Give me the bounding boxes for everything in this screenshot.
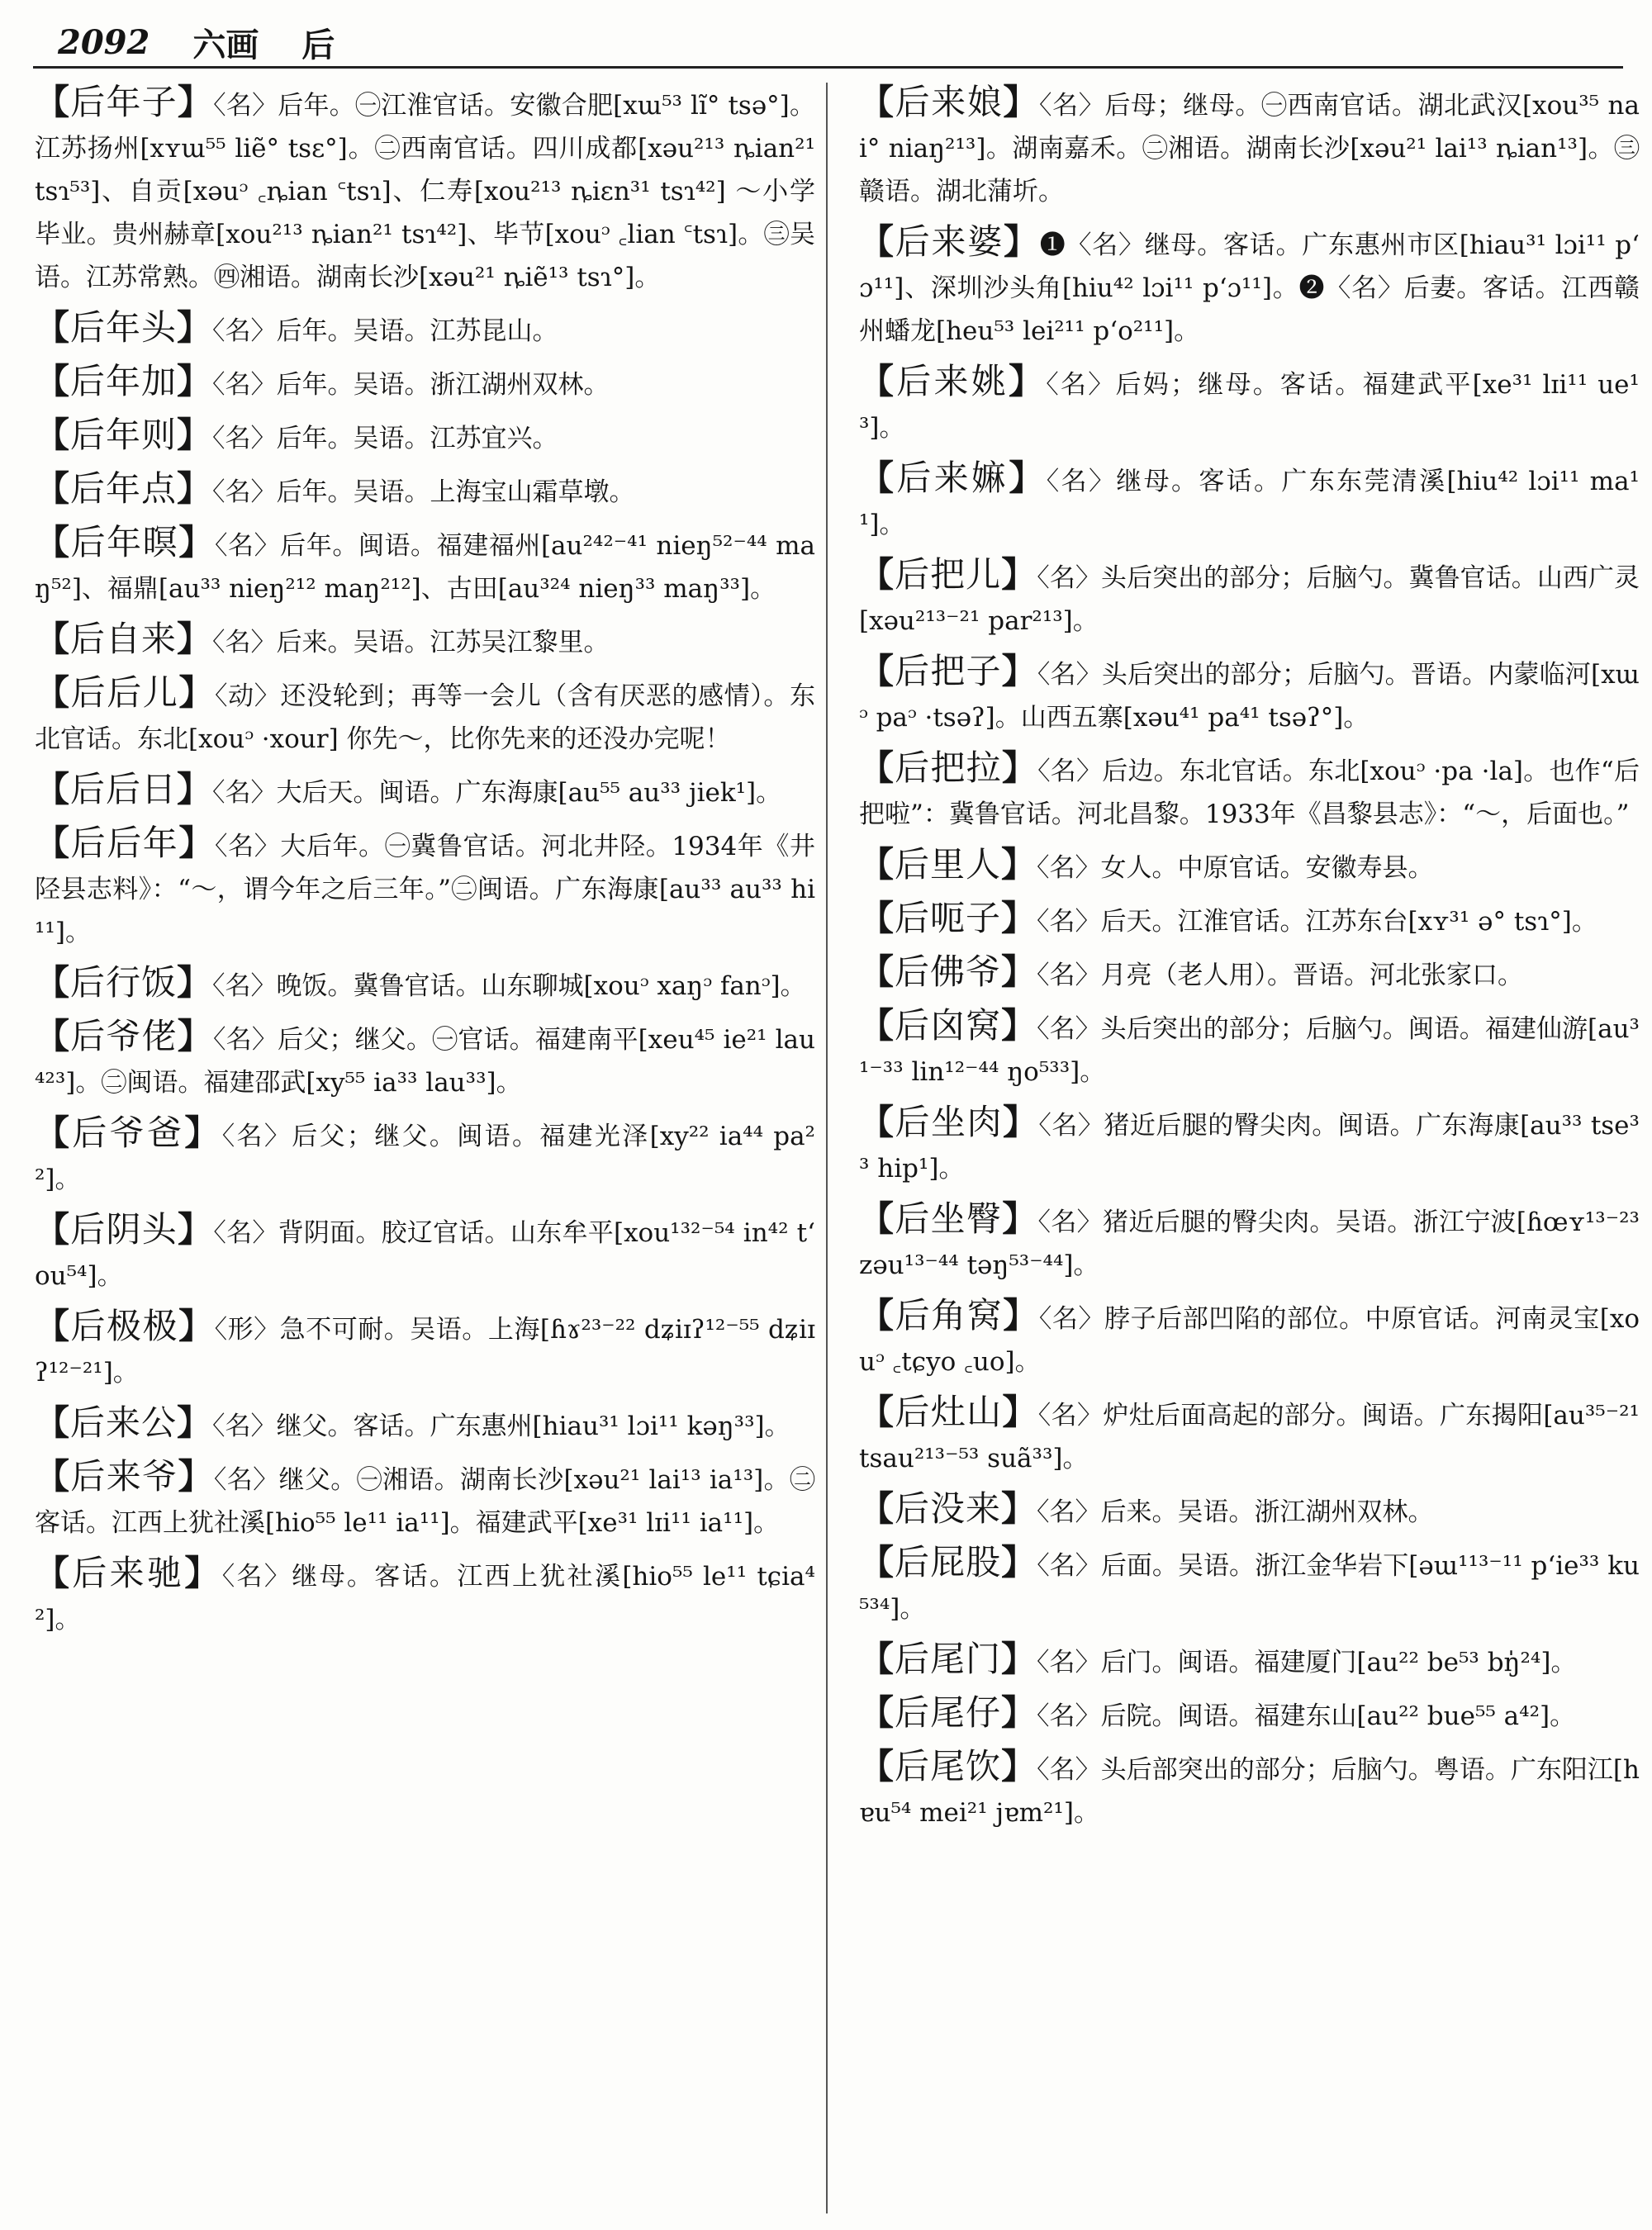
dictionary-entry — [35, 1208, 815, 1298]
entry-headword: 【后年子】 — [35, 82, 214, 122]
entry-definition: 〈名〉女人。中原官话。安徽寿县。 — [1037, 853, 1434, 883]
dictionary-entry — [859, 1198, 1640, 1287]
entry-headword: 【后年头】 — [35, 307, 213, 348]
entry-headword: 【后来娘】 — [859, 82, 1040, 122]
entry-headword: 【后灶山】 — [859, 1392, 1038, 1432]
section-label: 六画 — [192, 25, 259, 64]
entry-headword: 【后把子】 — [859, 651, 1037, 691]
dictionary-entry — [859, 1487, 1640, 1534]
entry-definition: 〈名〉后父；继父。闽语。福建光泽[xy²² ia⁴⁴ pa²²]。 — [35, 1122, 815, 1194]
dictionary-entry — [859, 1745, 1640, 1834]
dictionary-entry — [35, 1015, 815, 1104]
dictionary-entry — [35, 768, 815, 814]
entry-headword: 【后屁股】 — [859, 1542, 1037, 1582]
entry-headword: 【后来婆】 — [859, 221, 1040, 262]
entry-definition: 〈名〉继母。客话。广东东莞清溪[hiu⁴² lɔi¹¹ ma¹¹]。 — [859, 467, 1640, 539]
entry-definition: 〈名〉头后突出的部分；后脑勺。冀鲁官话。山西广灵[xəu²¹³⁻²¹ par²¹³]。 — [859, 563, 1640, 636]
entry-definition: 〈名〉后年。吴语。上海宝山霜草墩。 — [212, 477, 635, 507]
entry-definition: 〈名〉头后部突出的部分；后脑勺。粤语。广东阳江[hɐu⁵⁴ mei²¹ jɐm²¹]。 — [859, 1755, 1640, 1828]
column-divider — [826, 83, 828, 2213]
entry-headword: 【后角窝】 — [859, 1295, 1039, 1336]
entry-headword: 【后佛爷】 — [859, 951, 1037, 992]
entry-definition: 〈名〉大后天。闽语。广东海康[au⁵⁵ au³³ jiek¹]。 — [212, 778, 782, 808]
entry-headword: 【后坐臀】 — [859, 1198, 1038, 1239]
entry-definition: 〈名〉后院。闽语。福建东山[au²² bue⁵⁵ a⁴²]。 — [1037, 1701, 1576, 1731]
dictionary-entry — [35, 467, 815, 514]
entry-definition: 〈名〉大后年。㊀冀鲁官话。河北井陉。1934年《井陉县志料》：“～，谓今年之后三年。”㊁闽语。广东海康[au³³ au³³ hi¹¹]。 — [35, 832, 815, 947]
entry-headword: 【后爷爸】 — [35, 1113, 222, 1153]
entry-definition: 〈名〉后父；继父。㊀官话。福建南平[xeu⁴⁵ ie²¹ lau⁴²³]。㊁闽语。福建邵武[xy⁵⁵ ia³³ lau³³]。 — [35, 1025, 815, 1098]
entry-headword: 【后行饭】 — [35, 962, 213, 1003]
entry-definition: 〈名〉头后突出的部分；后脑勺。闽语。福建仙游[au³¹⁻³³ lin¹²⁻⁴⁴ ŋo⁵³³]。 — [859, 1014, 1640, 1087]
dictionary-entry — [859, 1691, 1640, 1738]
dictionary-entry — [35, 81, 815, 299]
entry-definition: 〈名〉继父。㊀湘语。湖南长沙[xəu²¹ lai¹³ ia¹³]。㊁客话。江西上犹社溪[hio⁵⁵ le¹¹ ia¹¹]。福建武平[xe³¹ lɪi¹¹ ia¹¹]。 — [35, 1465, 815, 1538]
entry-definition: 〈形〉急不可耐。吴语。上海[ɦɤ²³⁻²² dʑiɪʔ¹²⁻⁵⁵ dʑiɪʔ¹²⁻²¹]。 — [35, 1315, 815, 1388]
entry-headword: 【后爷佬】 — [35, 1016, 213, 1056]
dictionary-entry — [859, 221, 1640, 353]
dictionary-entry — [35, 1402, 815, 1448]
entry-headword: 【后阴头】 — [35, 1209, 214, 1250]
entry-headword: 【后把拉】 — [859, 747, 1038, 788]
entry-headword: 【后自来】 — [35, 619, 213, 659]
dictionary-entry — [859, 951, 1640, 997]
dictionary-entry — [859, 897, 1640, 943]
entry-definition: 〈名〉后年。吴语。江苏昆山。 — [212, 316, 558, 346]
entry-definition: 〈动〉还没轮到；再等一会儿（含有厌恶的感情）。东北官话。东北[xouᵓ ·xour] 你先～，比你先来的还没办完呢！ — [35, 681, 815, 754]
dictionary-entry — [859, 81, 1640, 213]
entry-headword: 【后来爷】 — [35, 1456, 214, 1497]
entry-headword: 【后年点】 — [35, 468, 213, 509]
page-header — [58, 15, 1627, 69]
entry-headword: 【后里人】 — [859, 844, 1037, 885]
dictionary-entry — [35, 822, 815, 954]
dictionary-entry — [859, 1004, 1640, 1094]
entry-definition: 〈名〉继母。客话。江西上犹社溪[hio⁵⁵ le¹¹ tɕia⁴²]。 — [35, 1562, 815, 1635]
entry-definition: 〈名〉后妈；继母。客话。福建武平[xe³¹ lɪi¹¹ ue¹³]。 — [859, 370, 1640, 443]
header-character: 后 — [301, 25, 335, 64]
entry-definition: 〈名〉后来。吴语。浙江湖州双林。 — [1037, 1497, 1434, 1527]
entry-headword: 【后尾饮】 — [859, 1746, 1037, 1786]
entry-headword: 【后尾门】 — [859, 1639, 1037, 1679]
entry-definition: 〈名〉后门。闽语。福建厦门[au²² be⁵³ bŋ̍²⁴]。 — [1037, 1648, 1577, 1677]
entry-headword: 【后年暝】 — [35, 522, 215, 562]
dictionary-entry — [859, 457, 1640, 546]
dictionary-entry — [859, 1101, 1640, 1190]
page-number: 2092 — [58, 22, 150, 62]
entry-definition: 〈名〉后年。吴语。江苏宜兴。 — [212, 424, 558, 453]
entry-definition: 〈名〉后天。江淮官话。江苏东台[xʏ³¹ ə° tsɿ°]。 — [1037, 907, 1597, 937]
dictionary-entry — [35, 961, 815, 1008]
entry-headword: 【后后年】 — [35, 823, 216, 863]
dictionary-entry — [859, 553, 1640, 643]
entry-headword: 【后来驰】 — [35, 1553, 222, 1593]
left-column — [35, 81, 815, 1649]
entry-headword: 【后极极】 — [35, 1306, 215, 1346]
entry-definition: 〈名〉脖子后部凹陷的部位。中原官话。河南灵宝[xouᵓ ꜀tɕyo ꜀uo]。 — [859, 1304, 1640, 1377]
dictionary-entry — [35, 1305, 815, 1394]
dictionary-entry — [859, 843, 1640, 890]
entry-headword: 【后后日】 — [35, 769, 213, 809]
entry-headword: 【后来嫲】 — [859, 458, 1047, 498]
entry-definition: 〈名〉猪近后腿的臀尖肉。吴语。浙江宁波[ɦœʏ¹³⁻²³ zəu¹³⁻⁴⁴ təŋ⁵³⁻⁴⁴]。 — [859, 1208, 1640, 1280]
entry-headword: 【后年则】 — [35, 415, 213, 455]
dictionary-entry — [35, 306, 815, 353]
entry-definition: 〈名〉后年。㊀江淮官话。安徽合肥[xɯ⁵³ lĩ° tsə°]。江苏扬州[xʏɯ⁵⁵ liẽ° tsɛ°]。㊁西南官话。四川成都[xəu²¹³ ȵian²¹ tsɿ⁵³]、自贡[xəuᵓ ꜀ȵian ꜂tsɿ]、仁寿[xou²¹³ ȵiɛn³¹ tsɿ⁴²] ～小学毕业。贵州赫章[xou²¹³ ȵian²¹ tsɿ⁴²]、毕节[xouᵓ ꜀lian ꜂tsɿ]。㊂吴语。江苏常熟。㊃湘语。湖南长沙[xəu²¹ ȵiẽ¹³ tsɿ°]。 — [35, 91, 815, 292]
entry-definition: 〈名〉继父。客话。广东惠州[hiau³¹ lɔi¹¹ kəŋ³³]。 — [212, 1412, 790, 1441]
entry-headword: 【后来公】 — [35, 1402, 213, 1443]
dictionary-entry — [35, 618, 815, 664]
entry-definition: 〈名〉后边。东北官话。东北[xouᵓ ·pa ·la]。也作“后把啦”：冀鲁官话。河北昌黎。1933年《昌黎县志》：“～，后面也。” — [859, 757, 1640, 829]
entry-definition: 〈名〉后年。闽语。福建福州[au²⁴²⁻⁴¹ nieŋ⁵²⁻⁴⁴ maŋ⁵²]、福鼎[au³³ nieŋ²¹² maŋ²¹²]、古田[au³²⁴ nieŋ³³ maŋ³³]。 — [35, 531, 815, 604]
right-column — [859, 81, 1640, 1842]
entry-headword: 【后囟窝】 — [859, 1005, 1037, 1046]
entry-definition: 〈名〉炉灶后面高起的部分。闽语。广东揭阳[au³⁵⁻²¹ tsau²¹³⁻⁵³ suã³³]。 — [859, 1401, 1640, 1473]
dictionary-entry — [35, 414, 815, 460]
entry-headword: 【后年加】 — [35, 361, 213, 401]
entry-definition: 〈名〉后面。吴语。浙江金华岩下[əɯ¹¹³⁻¹¹ pʻie³³ ku⁵³⁴]。 — [859, 1551, 1640, 1624]
entry-definition: 〈名〉猪近后腿的臀尖肉。闽语。广东海康[au³³ tse³³ hip¹]。 — [859, 1111, 1640, 1184]
entry-headword: 【后把儿】 — [859, 554, 1037, 595]
dictionary-entry — [35, 521, 815, 610]
header-rule — [33, 66, 1623, 69]
entry-definition: 〈名〉后母；继母。㊀西南官话。湖北武汉[xou³⁵ nai° niaŋ²¹³]。湖南嘉禾。㊁湘语。湖南长沙[xəu²¹ lai¹³ ȵian¹³]。㊂赣语。湖北蒲圻。 — [859, 91, 1640, 206]
entry-definition: 〈名〉背阴面。胶辽官话。山东牟平[xou¹³²⁻⁵⁴ in⁴² tʻou⁵⁴]。 — [35, 1218, 815, 1291]
entry-definition: 〈名〉头后突出的部分；后脑勺。晋语。内蒙临河[xɯᵓ paᵓ ·tsəʔ]。山西五寨[xəu⁴¹ pa⁴¹ tsəʔ°]。 — [859, 660, 1640, 733]
entry-headword: 【后呃子】 — [859, 898, 1037, 938]
entry-headword: 【后来姚】 — [859, 361, 1047, 401]
dictionary-entry — [859, 360, 1640, 449]
entry-headword: 【后后儿】 — [35, 672, 216, 713]
entry-headword: 【后尾仔】 — [859, 1692, 1037, 1733]
dictionary-entry — [859, 1638, 1640, 1684]
dictionary-entry — [35, 671, 815, 761]
dictionary-entry — [859, 1294, 1640, 1383]
dictionary-entry — [35, 1455, 815, 1544]
entry-definition: 〈名〉后来。吴语。江苏吴江黎里。 — [212, 628, 610, 657]
entry-definition: ❶〈名〉继母。客话。广东惠州市区[hiau³¹ lɔi¹¹ pʻɔ¹¹]、深圳沙头角[hiu⁴² lɔi¹¹ pʻɔ¹¹]。❷〈名〉后妻。客话。江西赣州蟠龙[heu⁵³ lei²¹¹ pʻo²¹¹]。 — [859, 230, 1640, 346]
entry-definition: 〈名〉晚饭。冀鲁官话。山东聊城[xouᵓ xaŋᵓ fanᵓ]。 — [212, 971, 806, 1001]
dictionary-entry — [35, 1112, 815, 1201]
dictionary-entry — [35, 360, 815, 406]
dictionary-entry — [859, 747, 1640, 836]
dictionary-entry — [859, 1391, 1640, 1480]
entry-headword: 【后没来】 — [859, 1488, 1037, 1529]
dictionary-entry — [859, 650, 1640, 739]
entry-definition: 〈名〉后年。吴语。浙江湖州双林。 — [212, 370, 610, 400]
dictionary-entry — [859, 1541, 1640, 1630]
entry-headword: 【后坐肉】 — [859, 1102, 1039, 1142]
entry-definition: 〈名〉月亮（老人用）。晋语。河北张家口。 — [1037, 961, 1524, 990]
dictionary-entry — [35, 1552, 815, 1641]
